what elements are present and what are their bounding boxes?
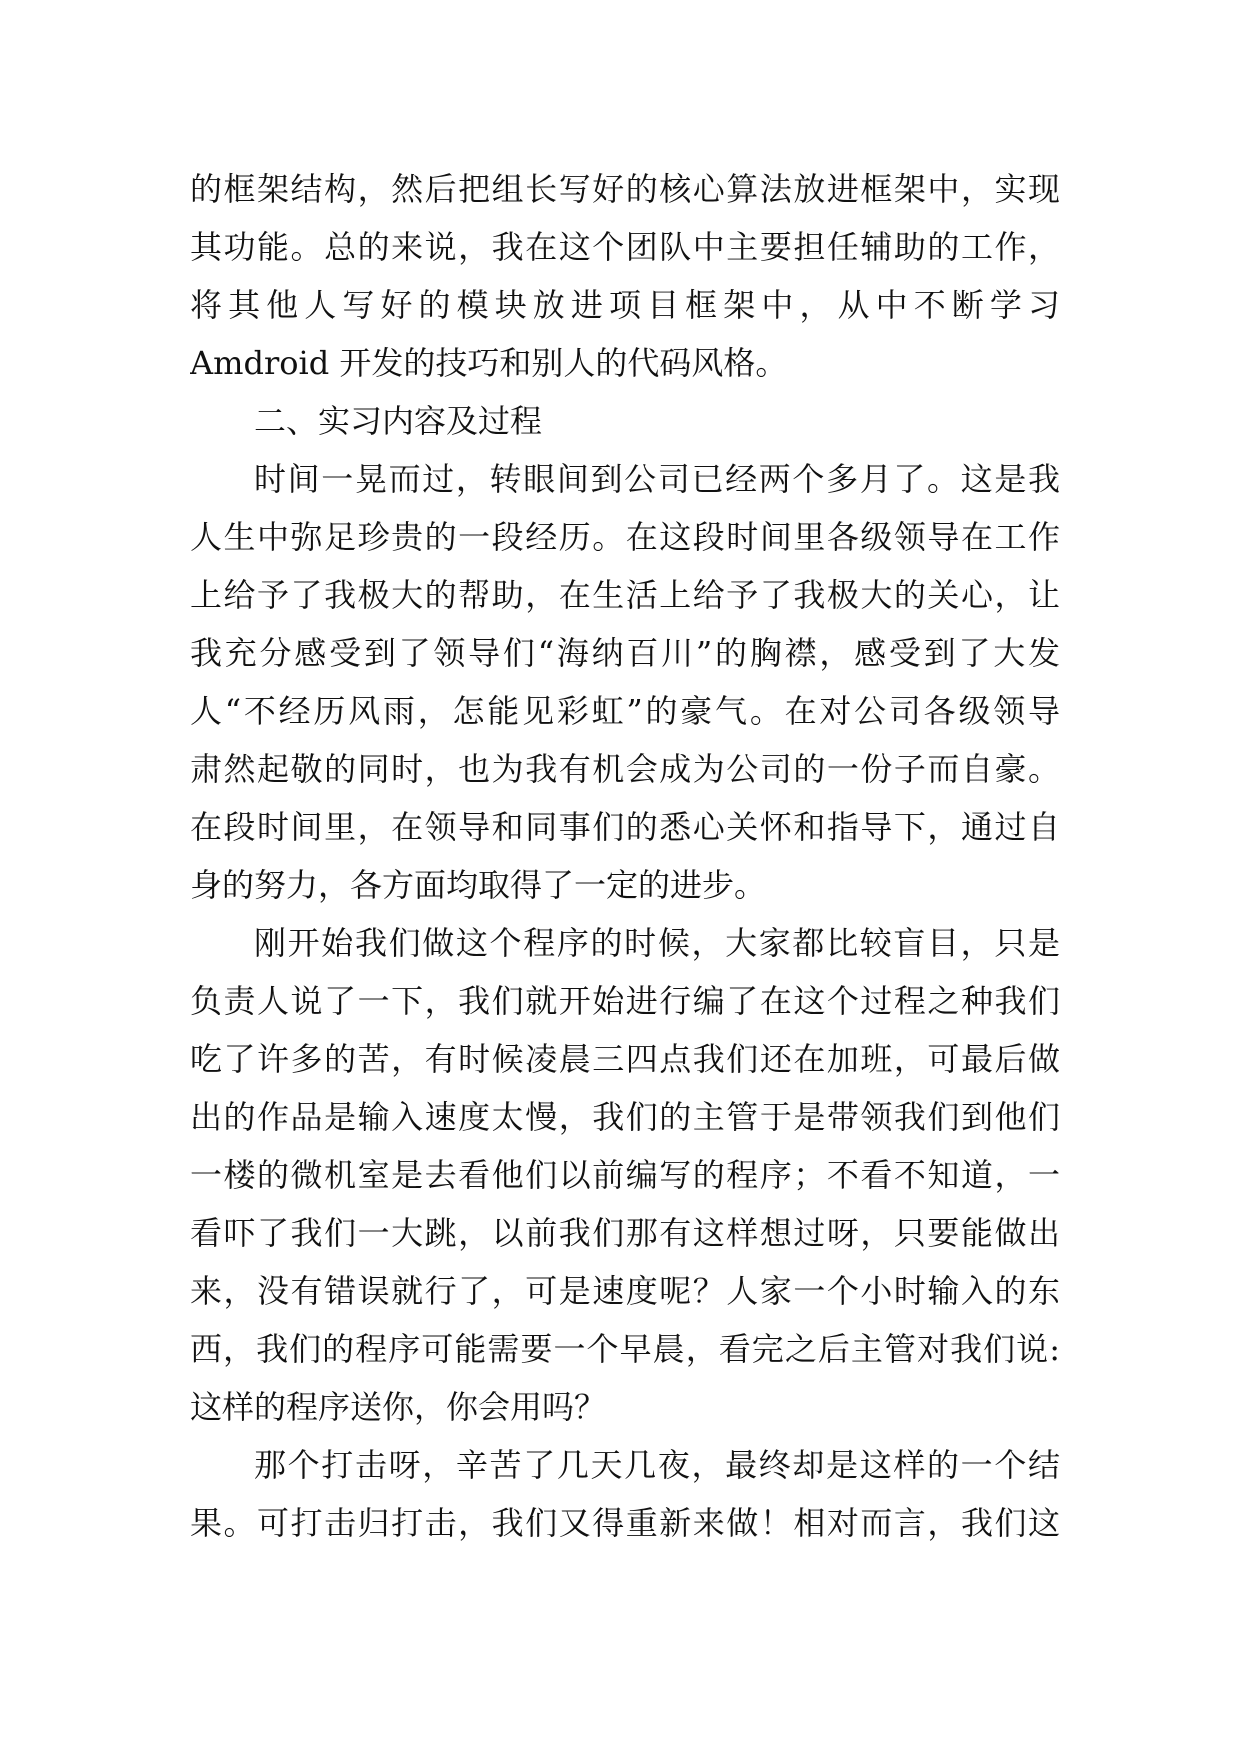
text-line: Amdroid 开发的技巧和别人的代码风格。 [190,344,788,382]
text-line: 的框架结构，然后把组长写好的核心算法放进框架中，实现 [190,170,1060,208]
text-line: 果。可打击归打击，我们又得重新来做！相对而言，我们这 [190,1504,1060,1542]
text-line: 其功能。总的来说，我在这个团队中主要担任辅助的工作， [190,228,1060,266]
text-line: 西，我们的程序可能需要一个早晨，看完之后主管对我们说: [190,1330,1060,1368]
text-line: 上给予了我极大的帮助，在生活上给予了我极大的关心，让 [190,576,1060,614]
text-line: 吃了许多的苦，有时候凌晨三四点我们还在加班，可最后做 [190,1040,1060,1078]
text-line: 那个打击呀，辛苦了几天几夜，最终却是这样的一个结 [254,1446,1060,1484]
text-line: 身的努力，各方面均取得了一定的进步。 [190,866,767,904]
section-heading: 二、实习内容及过程 [254,402,543,440]
text-line: 时间一晃而过，转眼间到公司已经两个多月了。这是我 [254,460,1060,498]
text-line: 人“不经历风雨，怎能见彩虹”的豪气。在对公司各级领导 [190,692,1060,730]
text-line: 肃然起敬的同时，也为我有机会成为公司的一份子而自豪。 [190,750,1060,788]
text-line: 来，没有错误就行了，可是速度呢？人家一个小时输入的东 [190,1272,1060,1310]
text-line: 刚开始我们做这个程序的时候，大家都比较盲目，只是 [254,924,1060,962]
text-line: 将其他人写好的模块放进项目框架中，从中不断学习 [190,286,1060,324]
body-text [190,160,1060,1552]
text-line: 负责人说了一下，我们就开始进行编了在这个过程之种我们 [190,982,1060,1020]
text-line: 看吓了我们一大跳，以前我们那有这样想过呀，只要能做出 [190,1214,1060,1252]
text-line: 这样的程序送你，你会用吗？ [190,1388,607,1426]
text-line: 在段时间里，在领导和同事们的悉心关怀和指导下，通过自 [190,808,1060,846]
text-line: 我充分感受到了领导们“海纳百川”的胸襟，感受到了大发 [190,634,1060,672]
text-line: 出的作品是输入速度太慢，我们的主管于是带领我们到他们 [190,1098,1060,1136]
text-line: 一楼的微机室是去看他们以前编写的程序；不看不知道，一 [190,1156,1060,1194]
text-line: 人生中弥足珍贵的一段经历。在这段时间里各级领导在工作 [190,518,1060,556]
